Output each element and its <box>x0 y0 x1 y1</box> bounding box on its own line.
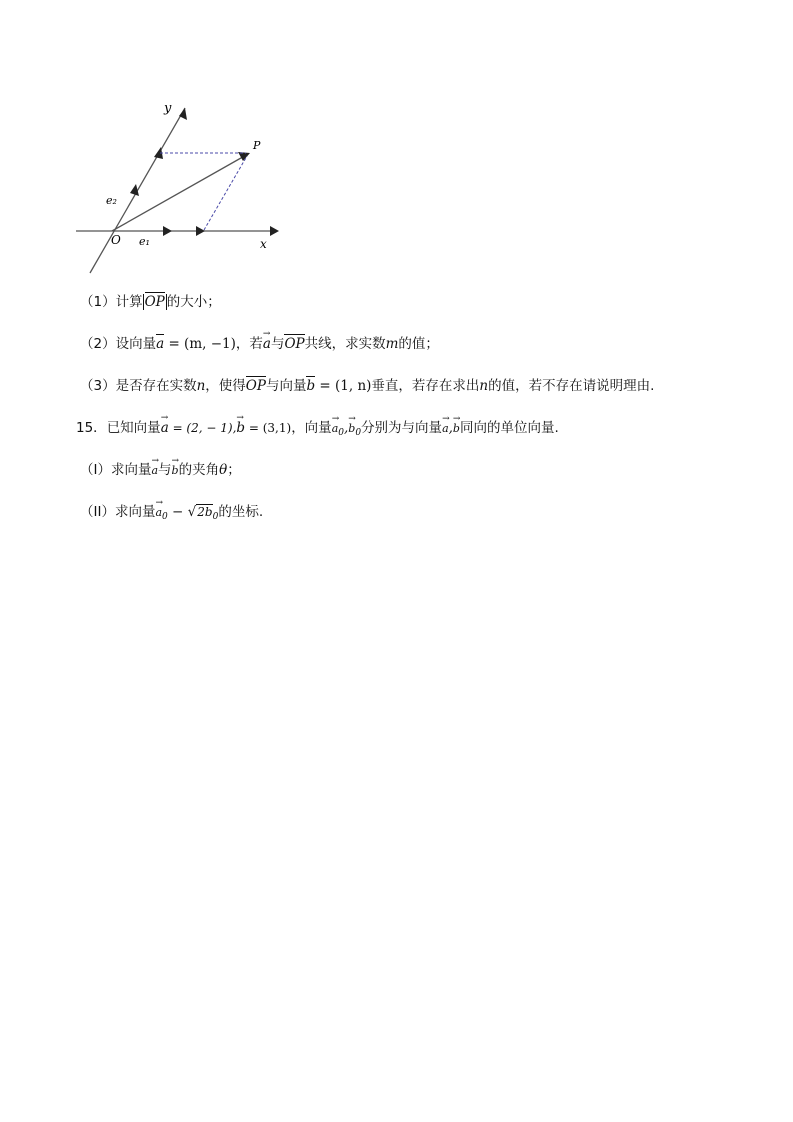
q15-part2-suffix: 的坐标. <box>218 504 264 520</box>
q15-part1-prefix: （I）求向量 <box>80 462 152 478</box>
q14-part2-yu: 与 <box>270 336 285 352</box>
subscript-zero: 0 <box>162 512 168 522</box>
vector-a: a <box>156 336 165 352</box>
vector-a0: a → <box>332 419 339 439</box>
q15-stem-d: 同向的单位向量. <box>459 420 559 436</box>
q15-part1-yu: 与 <box>158 462 172 478</box>
q14-part3-suffix: 的值，若不存在请说明理由. <box>488 378 655 394</box>
vector-a-coords: = (m, −1) <box>164 336 236 352</box>
vector-op: OP <box>144 294 165 310</box>
vector-a: a → <box>161 418 169 438</box>
q15-part2-prefix: （II）求向量 <box>80 504 156 520</box>
q14-part3-mid-c: 垂直，若存在求出 <box>371 378 480 394</box>
q14-part3-mid-a: ，使得 <box>205 378 246 394</box>
subscript-zero: 0 <box>355 428 362 438</box>
q14-part3-mid-b: 与向量 <box>265 378 307 394</box>
vector-op-ref: OP <box>245 378 266 394</box>
variable-n-ref: n <box>479 378 489 394</box>
label-o: O <box>111 233 121 247</box>
q14-part2 <box>80 334 439 354</box>
q14-part2-ruo: ，若 <box>235 336 263 352</box>
label-e1: e₁ <box>139 235 150 248</box>
variable-m: m <box>385 336 399 352</box>
subscript-zero: 0 <box>338 428 344 438</box>
vector-b-ref: b → <box>453 419 460 439</box>
variable-theta: θ <box>219 462 228 478</box>
e1-arrow-icon <box>163 226 172 236</box>
q15-part2 <box>80 502 263 527</box>
q14-part3-prefix: （3）是否存在实数 <box>80 378 197 394</box>
label-x: x <box>260 237 267 251</box>
minus-sign: − <box>167 504 188 520</box>
vector-a-ref: a → <box>442 419 449 439</box>
q15-part1-mid: 的夹角 <box>178 462 220 478</box>
q14-part2-prefix: （2）设向量 <box>80 336 157 352</box>
q15-part1 <box>80 460 241 481</box>
q14-part1-suffix: 的大小； <box>166 294 221 310</box>
vector-b0: b → <box>348 419 355 439</box>
vector-b: b → <box>236 418 245 438</box>
q15-part1-end: ； <box>227 462 241 478</box>
q15-stem-c: 分别为与向量 <box>361 420 443 436</box>
vector-a0: a → <box>155 503 162 523</box>
q14-part2-suffix-a: 共线，求实数 <box>304 336 386 352</box>
op-magnitude <box>143 294 167 310</box>
q15-stem-a: 已知向量 <box>106 420 161 436</box>
vector-diagram <box>72 96 282 278</box>
label-y: y <box>164 101 172 116</box>
q15-stem-b: ，向量 <box>291 420 332 436</box>
vector-op-ref: OP <box>284 336 305 352</box>
vector-b-coords: = (1, n) <box>315 378 372 394</box>
comma: , <box>448 420 453 436</box>
q15-number: 15． <box>76 420 107 436</box>
vector-a-ref: a → <box>263 334 271 354</box>
sqrt-sign: √ <box>187 504 197 520</box>
x-axis-arrow-icon <box>270 226 279 236</box>
y-axis-arrow-icon <box>179 108 187 120</box>
sqrt-2b: 2b <box>197 505 213 519</box>
variable-n: n <box>196 378 206 394</box>
label-e2: e₂ <box>106 194 117 207</box>
vector-b-ref: b → <box>172 461 179 481</box>
p-arrow-icon <box>238 152 250 161</box>
label-p: P <box>253 139 261 152</box>
vector-b: b <box>306 378 316 394</box>
vector-b-coords: = (3,1) <box>245 421 292 435</box>
q14-part1-prefix: （1）计算 <box>80 294 143 310</box>
subscript-zero: 0 <box>212 512 219 522</box>
q14-part2-suffix-b: 的值； <box>398 336 439 352</box>
vector-a-coords: = (2, − 1), <box>168 421 237 435</box>
vector-a-ref: a → <box>151 461 158 481</box>
q14-part1 <box>80 292 221 312</box>
q14-part3 <box>80 376 654 396</box>
x-arrow-icon <box>196 226 205 236</box>
comma: , <box>343 420 349 436</box>
q15-stem <box>76 418 559 443</box>
